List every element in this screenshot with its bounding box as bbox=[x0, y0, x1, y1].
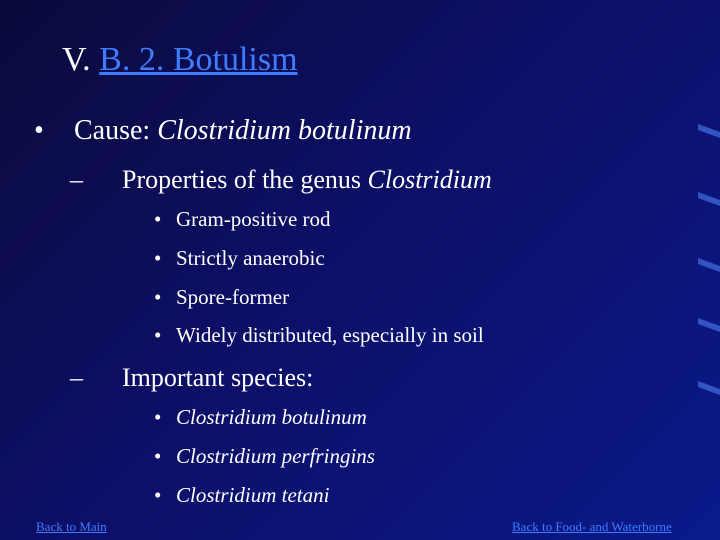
property-text: Gram-positive rod bbox=[176, 207, 331, 231]
back-to-main-link[interactable]: Back to Main bbox=[36, 519, 107, 534]
bullet-marker: • bbox=[154, 246, 162, 270]
slide-title bbox=[62, 38, 298, 82]
dash-marker: – bbox=[70, 363, 83, 392]
decorative-accent bbox=[698, 318, 720, 332]
properties-heading-text: Properties of the genus bbox=[122, 165, 368, 194]
title-prefix: V. bbox=[62, 41, 100, 78]
property-text: Spore-former bbox=[176, 285, 290, 309]
bullet-marker: • bbox=[154, 405, 162, 429]
property-item bbox=[154, 283, 289, 311]
cause-organism: Clostridium botulinum bbox=[157, 115, 412, 146]
property-item bbox=[154, 244, 325, 272]
properties-heading-genus: Clostridium bbox=[367, 165, 492, 194]
species-text: Clostridium perfringins bbox=[176, 444, 375, 468]
species-item bbox=[154, 403, 367, 431]
properties-heading bbox=[70, 163, 492, 197]
cause-bullet bbox=[34, 113, 412, 149]
property-item bbox=[154, 321, 484, 349]
bullet-marker: • bbox=[34, 115, 44, 146]
species-text: Clostridium botulinum bbox=[176, 405, 367, 429]
decorative-accent bbox=[698, 124, 720, 138]
bullet-marker: • bbox=[154, 285, 162, 309]
species-text: Clostridium tetani bbox=[176, 483, 330, 507]
species-heading bbox=[70, 361, 313, 395]
decorative-accent bbox=[698, 258, 720, 272]
property-text: Strictly anaerobic bbox=[176, 246, 325, 270]
title-link[interactable]: B. 2. Botulism bbox=[99, 41, 298, 78]
back-to-food-waterborne-link[interactable]: Back to Food- and Waterborne bbox=[512, 519, 672, 534]
property-item bbox=[154, 205, 331, 233]
bullet-marker: • bbox=[154, 207, 162, 231]
bullet-marker: • bbox=[154, 483, 162, 507]
dash-marker: – bbox=[70, 165, 83, 194]
bullet-marker: • bbox=[154, 323, 162, 347]
decorative-accent bbox=[698, 192, 720, 206]
property-text: Widely distributed, especially in soil bbox=[176, 323, 484, 347]
species-item bbox=[154, 481, 329, 509]
bullet-marker: • bbox=[154, 444, 162, 468]
species-item bbox=[154, 442, 375, 470]
species-heading-text: Important species: bbox=[122, 363, 314, 392]
cause-label: Cause: bbox=[74, 115, 158, 146]
decorative-accent bbox=[698, 381, 720, 395]
